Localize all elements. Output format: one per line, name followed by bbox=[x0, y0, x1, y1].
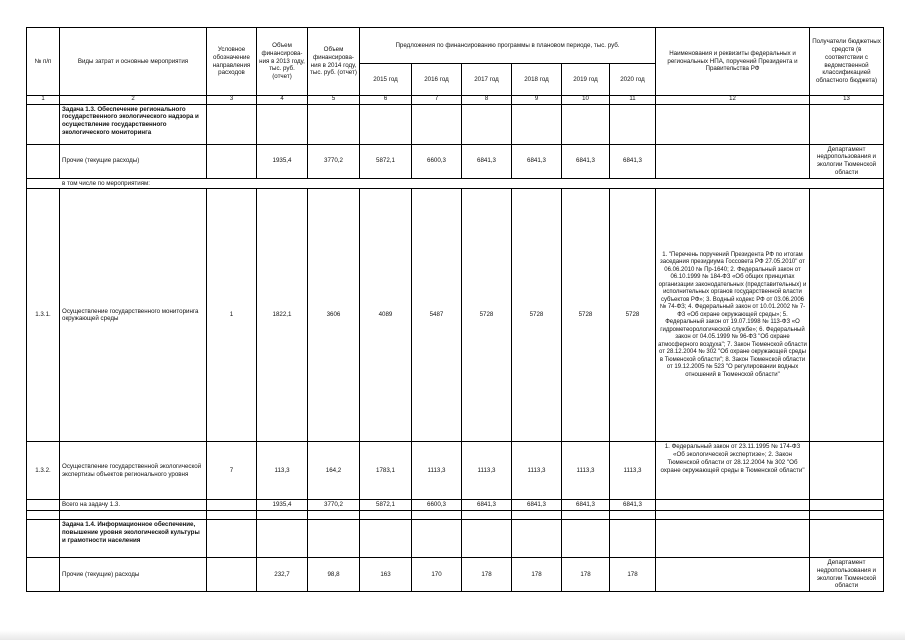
header-year: 2016 год bbox=[412, 64, 462, 96]
value-2013: 1935,4 bbox=[257, 144, 308, 178]
value-year: 178 bbox=[462, 558, 512, 592]
value-2014: 3770,2 bbox=[308, 144, 360, 178]
value-year: 6841,3 bbox=[562, 144, 610, 178]
value-year: 6600,3 bbox=[412, 500, 462, 511]
row-cond: 7 bbox=[207, 442, 257, 500]
col-number: 8 bbox=[462, 96, 512, 105]
value-year: 170 bbox=[412, 558, 462, 592]
task-1-3-total-row bbox=[27, 500, 884, 511]
value-year: 6841,3 bbox=[512, 144, 562, 178]
scan-bottom-edge bbox=[0, 630, 905, 640]
header-fin2013: Объем финансирова-ния в 2013 году, тыс. руб. (отчет) bbox=[257, 28, 308, 96]
recipient: Департамент недропользования и экологии Тюменской области bbox=[810, 144, 884, 178]
col-number: 11 bbox=[610, 96, 656, 105]
value-year: 1113,3 bbox=[412, 442, 462, 500]
col-number: 13 bbox=[810, 96, 884, 105]
col-number: 1 bbox=[27, 96, 60, 105]
header-year: 2017 год bbox=[462, 64, 512, 96]
col-number: 4 bbox=[257, 96, 308, 105]
col-number: 5 bbox=[308, 96, 360, 105]
value-year: 178 bbox=[562, 558, 610, 592]
value-year: 5487 bbox=[412, 189, 462, 442]
header-recipients: Получатели бюджетных средств (в соответствии с ведомственной классификацией областного бюджета) bbox=[810, 28, 884, 96]
npa-text: 1. Федеральный закон от 23.11.1995 № 174-ФЗ «Об экологической экспертизе»; 2. Закон Тюменской области от 28.12.2004 № 302 "Об охране окружающей среды в Тюменской области" bbox=[656, 442, 810, 500]
row-label: Осуществление государственного мониторинга окружающей среды bbox=[60, 189, 207, 442]
value-year: 1113,3 bbox=[562, 442, 610, 500]
row-label: Прочие (текущие расходы) bbox=[60, 144, 207, 178]
activity-1-3-2-row bbox=[27, 442, 884, 500]
value-2014: 98,8 bbox=[308, 558, 360, 592]
value-year: 6841,3 bbox=[610, 500, 656, 511]
row-number: 1.3.2. bbox=[27, 442, 60, 500]
value-year: 178 bbox=[512, 558, 562, 592]
value-2014: 3606 bbox=[308, 189, 360, 442]
value-year: 1113,3 bbox=[610, 442, 656, 500]
value-year: 5728 bbox=[512, 189, 562, 442]
task-1-3-title: Задача 1.3. Обеспечение регионального государственного экологического надзора и осуществление государственного экологического мониторинга bbox=[60, 104, 207, 144]
row-cond: 1 bbox=[207, 189, 257, 442]
value-2014: 3770,2 bbox=[308, 500, 360, 511]
value-year: 6600,3 bbox=[412, 144, 462, 178]
including-row bbox=[27, 178, 884, 189]
col-number: 7 bbox=[412, 96, 462, 105]
value-year: 5728 bbox=[462, 189, 512, 442]
activity-1-3-1-row bbox=[27, 189, 884, 442]
value-2014: 164,2 bbox=[308, 442, 360, 500]
value-2013: 232,7 bbox=[257, 558, 308, 592]
value-year: 5872,1 bbox=[360, 144, 412, 178]
task-1-4-other-row bbox=[27, 558, 884, 592]
task-1-4-title: Задача 1.4. Информационное обеспечение, повышение уровня экологической культуры и грамотности населения bbox=[60, 520, 207, 558]
value-year: 1113,3 bbox=[462, 442, 512, 500]
value-year: 178 bbox=[610, 558, 656, 592]
spacer-row bbox=[27, 511, 884, 520]
including-label: в том числе по мероприятиям: bbox=[27, 178, 884, 189]
value-year: 5728 bbox=[610, 189, 656, 442]
task-1-3-other-row bbox=[27, 144, 884, 178]
col-number: 9 bbox=[512, 96, 562, 105]
header-row bbox=[27, 28, 884, 64]
row-label: Осуществление государственной экологической экспертизы объектов регионального уровня bbox=[60, 442, 207, 500]
value-2013: 113,3 bbox=[257, 442, 308, 500]
header-proposals: Предложения по финансированию программы в плановом периоде, тыс. руб. bbox=[360, 28, 656, 64]
recipient: Департамент недропользования и экологии Тюменской области bbox=[810, 558, 884, 592]
header-num: № п/п bbox=[27, 28, 60, 96]
row-label: Всего на задачу 1.3. bbox=[60, 500, 207, 511]
value-year: 1783,1 bbox=[360, 442, 412, 500]
task-1-3-title-row bbox=[27, 104, 884, 144]
col-number: 10 bbox=[562, 96, 610, 105]
header-cond: Условное обозначение направления расходов bbox=[207, 28, 257, 96]
value-year: 6841,3 bbox=[610, 144, 656, 178]
value-2013: 1822,1 bbox=[257, 189, 308, 442]
value-year: 1113,3 bbox=[512, 442, 562, 500]
header-year: 2020 год bbox=[610, 64, 656, 96]
value-year: 6841,3 bbox=[512, 500, 562, 511]
col-number: 2 bbox=[60, 96, 207, 105]
col-number: 6 bbox=[360, 96, 412, 105]
budget-table bbox=[26, 27, 884, 592]
value-year: 5728 bbox=[562, 189, 610, 442]
npa-text: 1. "Перечень поручений Президента РФ по итогам заседания президиума Госсовета РФ 27.05.2010" от 06.06.2010 № Пр-1640; 2. Федеральный закон от 06.10.1999 № 184-ФЗ «Об общих принципах организации законодательных (представительных) и исполнительных органов государственной власти субъектов РФ»; 3. Водный кодекс РФ от 03.06.2006 № 74-ФЗ; 4. Федеральный закон от 10.01.2002 № 7-ФЗ «Об охране окружающей среды»; 5. Федеральный закон от 19.07.1998 № 113-ФЗ «О гидрометеорологической службе»; 6. Федеральный закон от 04.05.1999 № 96-ФЗ "Об охране атмосферного воздуха"; 7. Закон Тюменской области от 28.12.2004 № 302 "Об охране окружающей среды в Тюменской области"; 8. Закон Тюменской области от 19.12.2005 № 523 "О регулировании водных отношений в Тюменской области" bbox=[656, 189, 810, 442]
column-numbers-row bbox=[27, 96, 884, 105]
value-year: 5872,1 bbox=[360, 500, 412, 511]
value-year: 6841,3 bbox=[462, 500, 512, 511]
header-year: 2015 год bbox=[360, 64, 412, 96]
col-number: 3 bbox=[207, 96, 257, 105]
value-year: 4089 bbox=[360, 189, 412, 442]
header-kind: Виды затрат и основные мероприятия bbox=[60, 28, 207, 96]
value-year: 6841,3 bbox=[462, 144, 512, 178]
value-2013: 1935,4 bbox=[257, 500, 308, 511]
task-1-4-title-row bbox=[27, 520, 884, 558]
value-year: 6841,3 bbox=[562, 500, 610, 511]
row-number: 1.3.1. bbox=[27, 189, 60, 442]
col-number: 12 bbox=[656, 96, 810, 105]
header-fin2014: Объем финансирова-ния в 2014 году, тыс. руб. (отчет) bbox=[308, 28, 360, 96]
header-year: 2018 год bbox=[512, 64, 562, 96]
row-label: Прочие (текущие) расходы bbox=[60, 558, 207, 592]
header-npa: Наименования и реквизиты федеральных и региональных НПА, поручений Президента и Правительства РФ bbox=[656, 28, 810, 96]
header-year: 2019 год bbox=[562, 64, 610, 96]
value-year: 163 bbox=[360, 558, 412, 592]
